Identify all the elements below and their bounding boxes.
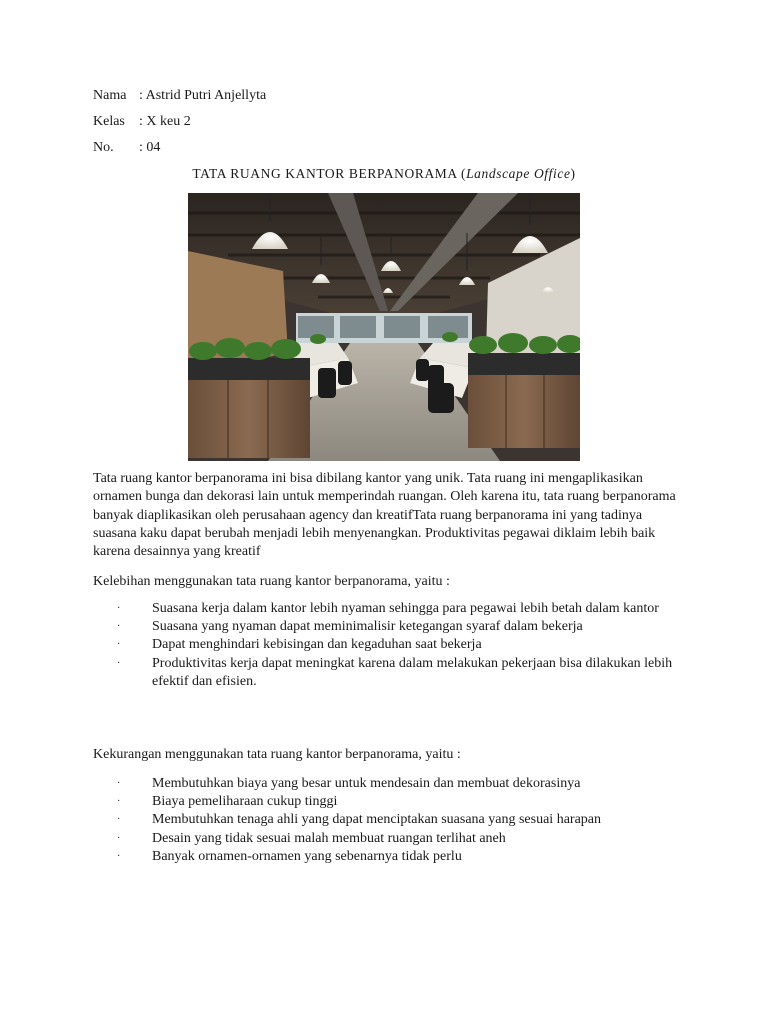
bullet-dot: ·	[117, 639, 121, 651]
bullet-dot: ·	[117, 832, 121, 844]
bullet-dot: ·	[117, 657, 121, 669]
kelas-row	[93, 113, 191, 131]
no-row	[93, 139, 160, 157]
office-photo	[188, 193, 580, 461]
bullet-dot: ·	[117, 796, 121, 808]
list-item	[93, 636, 678, 654]
kekurangan-list	[93, 775, 678, 866]
kekurangan-heading: Kekurangan menggunakan tata ruang kantor berpanorama, yaitu :	[93, 747, 461, 762]
title-italic: Landscape Office	[466, 166, 571, 181]
page-title	[0, 166, 768, 182]
list-item	[93, 618, 678, 636]
list-item-text: Membutuhkan tenaga ahli yang dapat menciptakan suasana yang sesuai harapan	[152, 812, 602, 828]
title-main: TATA RUANG KANTOR BERPANORAMA (	[192, 166, 467, 181]
intro-paragraph: Tata ruang kantor berpanorama ini bisa dibilang kantor yang unik. Tata ruang ini mengaplikasikan ornamen bunga dan dekorasi lain untuk memperindah ruangan. Oleh karena itu, tata ruang berpanorama banyak diaplikasikan oleh perusahaan agency dan kreatifTata ruang berpanorama ini yang tadinya suasana kaku dapat berubah menjadi lebih menyenangkan. Produktivitas pegawai diklaim lebih baik karena desainnya yang kreatif	[93, 471, 676, 560]
list-item	[93, 655, 678, 691]
list-item	[93, 830, 678, 848]
title-close: )	[570, 166, 576, 181]
list-item-text: Membutuhkan biaya yang besar untuk mendesain dan membuat dekorasinya	[152, 776, 581, 791]
list-item	[93, 793, 678, 811]
kelas-value: : X keu 2	[139, 114, 191, 129]
bullet-dot: ·	[117, 850, 121, 862]
kelebihan-heading: Kelebihan menggunakan tata ruang kantor berpanorama, yaitu :	[93, 574, 450, 589]
bullet-dot: ·	[117, 814, 121, 826]
list-item-text: Suasana yang nyaman dapat meminimalisir ketegangan syaraf dalam bekerja	[152, 619, 583, 635]
list-item	[93, 775, 678, 793]
bullet-dot: ·	[117, 778, 121, 789]
list-item-text: Suasana kerja dalam kantor lebih nyaman sehingga para pegawai lebih betah dalam kantor	[152, 601, 659, 616]
nama-label: Nama	[93, 88, 127, 103]
list-item-text: Biaya pemeliharaan cukup tinggi	[152, 794, 338, 810]
bullet-dot: ·	[117, 603, 121, 614]
nama-row	[93, 87, 266, 105]
list-item	[93, 848, 678, 866]
list-item	[93, 600, 678, 618]
bullet-dot: ·	[117, 621, 121, 633]
list-item-text: Desain yang tidak sesuai malah membuat ruangan terlihat aneh	[152, 830, 506, 846]
list-item-text: Produktivitas kerja dapat meningkat karena dalam melakukan pekerjaan bisa dilakukan lebih efektif dan efisien.	[152, 655, 673, 689]
no-value: : 04	[139, 140, 161, 155]
list-item-text: Dapat menghindari kebisingan dan kegaduhan saat bekerja	[152, 637, 482, 653]
list-item-text: Banyak ornamen-ornamen yang sebenarnya tidak perlu	[152, 848, 462, 864]
kelas-label: Kelas	[93, 114, 125, 129]
no-label: No.	[93, 140, 114, 155]
list-item	[93, 811, 678, 829]
nama-value: : Astrid Putri Anjellyta	[139, 88, 267, 103]
kelebihan-list	[93, 600, 678, 691]
